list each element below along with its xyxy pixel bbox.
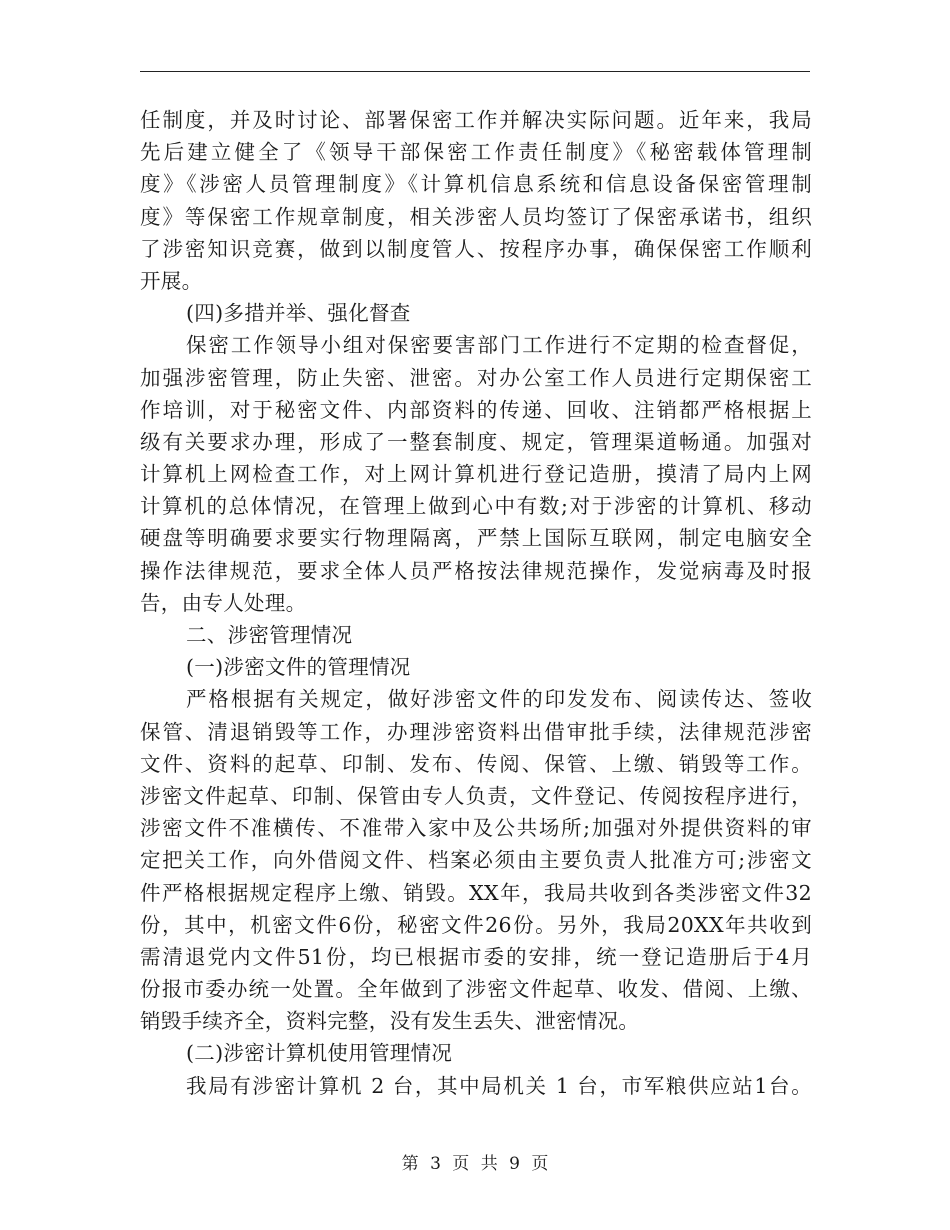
text-line: 操作法律规范，要求全体人员严格按法律规范操作，发觉病毒及时报 <box>140 558 812 583</box>
text-line: 级有关要求办理，形成了一整套制度、规定，管理渠道畅通。加强对 <box>140 429 812 454</box>
text-line: (四)多措并举、强化督查 <box>186 301 411 326</box>
text-line: 我局有涉密计算机 2 台，其中局机关 1 台，市军粮供应站1台。 <box>186 1073 812 1098</box>
text-line: 二、涉密管理情况 <box>186 623 353 647</box>
text-line: (一)涉密文件的管理情况 <box>186 655 411 680</box>
document-body <box>140 104 812 1102</box>
text-line: (二)涉密计算机使用管理情况 <box>186 1041 453 1066</box>
text-line: 保密工作领导小组对保密要害部门工作进行不定期的检查督促， <box>186 333 812 358</box>
text-line: 任制度，并及时讨论、部署保密工作并解决实际问题。近年来，我局 <box>140 108 812 132</box>
text-line: 份报市委办统一处置。全年做到了涉密文件起草、收发、借阅、上缴、 <box>140 977 812 1002</box>
text-line: 件严格根据规定程序上缴、销毁。XX年，我局共收到各类涉密文件32 <box>140 880 812 905</box>
text-line: 加强涉密管理，防止失密、泄密。对办公室工作人员进行定期保密工 <box>140 365 812 390</box>
text-line: 计算机上网检查工作，对上网计算机进行登记造册，摸清了局内上网 <box>140 462 812 487</box>
text-line: 度》等保密工作规章制度，相关涉密人员均签订了保密承诺书，组织 <box>140 204 812 229</box>
text-line: 硬盘等明确要求要实行物理隔离，严禁上国际互联网，制定电脑安全 <box>140 526 812 551</box>
page-footer: 第 3 页 共 9 页 <box>401 1154 549 1174</box>
text-line: 定把关工作，向外借阅文件、档案必须由主要负责人批准方可;涉密文 <box>140 848 812 873</box>
text-line: 需清退党内文件51份，均已根据市委的安排，统一登记造册后于4月 <box>140 944 812 969</box>
text-line: 作培训，对于秘密文件、内部资料的传递、回收、注销都严格根据上 <box>140 397 812 422</box>
text-line: 涉密文件起草、印制、保管由专人负责，文件登记、传阅按程序进行， <box>140 783 812 808</box>
text-line: 销毁手续齐全，资料完整，没有发生丢失、泄密情况。 <box>140 1009 640 1034</box>
text-line: 开展。 <box>140 268 203 293</box>
text-line: 计算机的总体情况，在管理上做到心中有数;对于涉密的计算机、移动 <box>140 494 812 519</box>
text-line: 文件、资料的起草、印制、发布、传阅、保管、上缴、销毁等工作。 <box>140 751 812 776</box>
text-line: 度》《涉密人员管理制度》《计算机信息系统和信息设备保密管理制 <box>140 172 812 197</box>
text-line: 涉密文件不准横传、不准带入家中及公共场所;加强对外提供资料的审 <box>140 816 812 841</box>
text-line: 保管、清退销毁等工作，办理涉密资料出借审批手续，法律规范涉密 <box>140 719 812 744</box>
text-line: 告，由专人处理。 <box>140 590 307 615</box>
text-line: 先后建立健全了《领导干部保密工作责任制度》《秘密载体管理制 <box>140 140 812 165</box>
text-line: 严格根据有关规定，做好涉密文件的印发发布、阅读传达、签收 <box>186 687 812 712</box>
text-line: 了涉密知识竞赛，做到以制度管人、按程序办事，确保保密工作顺利 <box>140 236 812 261</box>
text-line: 份，其中，机密文件6份，秘密文件26份。另外，我局20XX年共收到 <box>140 912 812 937</box>
header-rule <box>140 71 810 72</box>
